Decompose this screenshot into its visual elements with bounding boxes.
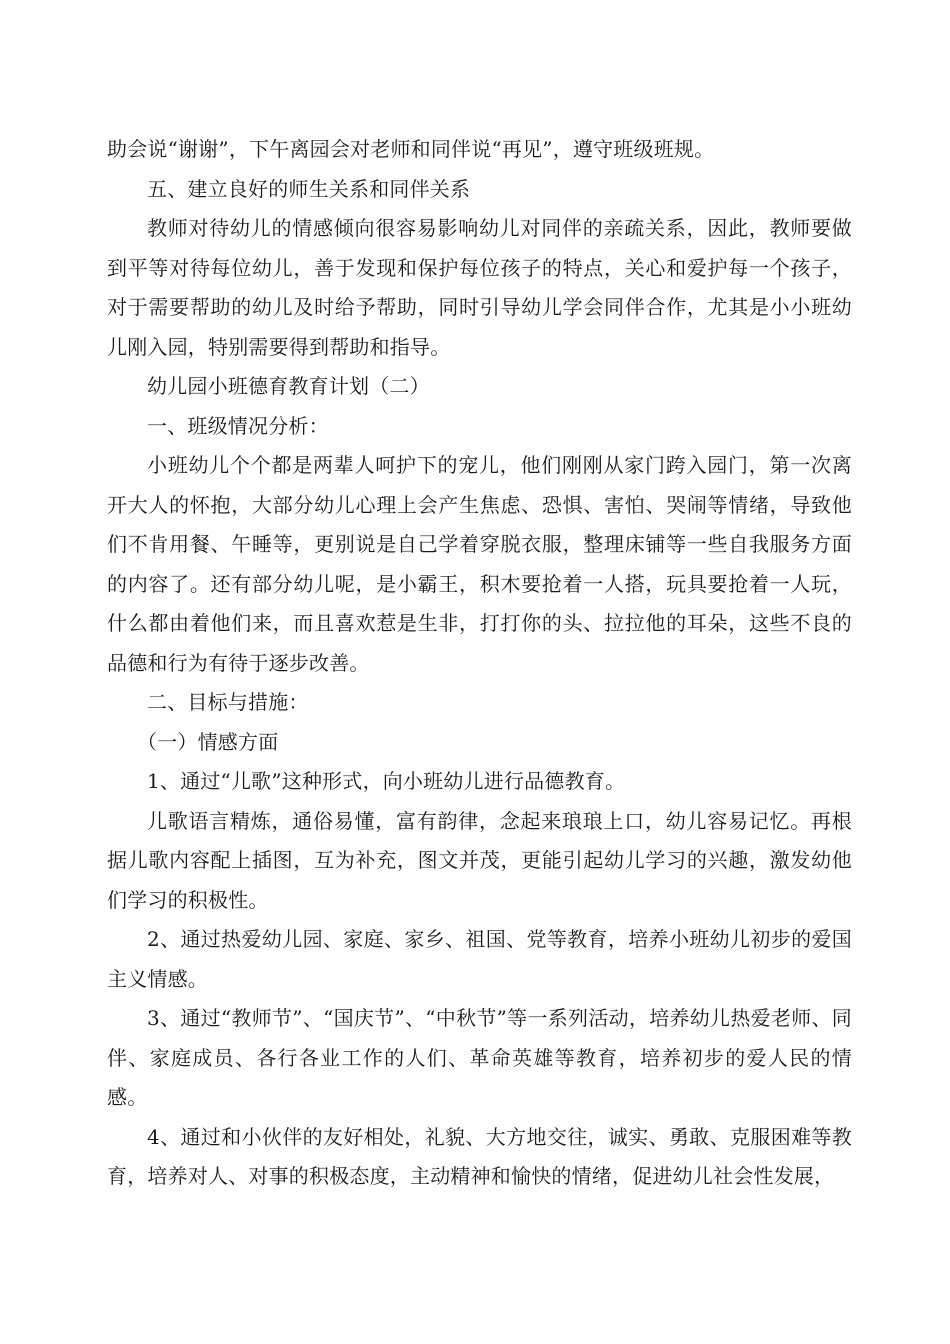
list-item-1: 1、通过“儿歌”这种形式，向小班幼儿进行品德教育。 — [147, 769, 626, 793]
list-item-4: 4、通过和小伙伴的友好相处，礼貌、大方地交往，诚实、勇敢、克服困难等教育，培养对人、对事的积极态度，主动精神和愉快的情绪，促进幼儿社会性发展， — [107, 1124, 852, 1188]
section-heading-two: 二、目标与措施： — [147, 690, 309, 714]
paragraph-continuation: 助会说“谢谢”，下午离园会对老师和同伴说“再见”，遵守班级班规。 — [107, 137, 715, 161]
subsection-heading-emotion: （一）情感方面 — [137, 729, 279, 754]
document-subtitle: 幼儿园小班德育教育计划（二） — [147, 374, 430, 398]
section-heading-five: 五、建立良好的师生关系和同伴关系 — [147, 176, 471, 201]
list-item-3: 3、通过“教师节”、“国庆节”、“中秋节”等一系列活动，培养幼儿热爱老师、同伴、家庭成员、各行各业工作的人们、革命英雄等教育，培养初步的爱人民的情感。 — [107, 1006, 852, 1109]
paragraph-class-analysis: 小班幼儿个个都是两辈人呵护下的宠儿，他们刚刚从家门跨入园门，第一次离开大人的怀抱，大部分幼儿心理上会产生焦虑、恐惧、害怕、哭闹等情绪，导致他们不肯用餐、午睡等，更别说是自己学着穿脱衣服，整理床铺等一些自我服务方面的内容了。还有部分幼儿呢，是小霸王，积木要抢着一人搭，玩具要抢着一人玩，什么都由着他们来，而且喜欢惹是生非，打打你的头、拉拉他的耳朵，这些不良的品德和行为有待于逐步改善。 — [107, 453, 852, 675]
document-body — [107, 130, 852, 1197]
paragraph-nursery-rhymes: 儿歌语言精炼，通俗易懂，富有韵律，念起来琅琅上口，幼儿容易记忆。再根据儿歌内容配上插图，互为补充，图文并茂，更能引起幼儿学习的兴趣，激发幼他们学习的积极性。 — [107, 808, 852, 912]
list-item-2: 2、通过热爱幼儿园、家庭、家乡、祖国、党等教育，培养小班幼儿初步的爱国主义情感。 — [107, 927, 852, 991]
section-heading-one: 一、班级情况分析： — [147, 413, 329, 438]
paragraph-teacher-relations: 教师对待幼儿的情感倾向很容易影响幼儿对同伴的亲疏关系，因此，教师要做到平等对待每位幼儿，善于发现和保护每位孩子的特点，关心和爱护每一个孩子，对于需要帮助的幼儿及时给予帮助，同时引导幼儿学会同伴合作，尤其是小小班幼儿刚入园，特别需要得到帮助和指导。 — [107, 216, 852, 359]
